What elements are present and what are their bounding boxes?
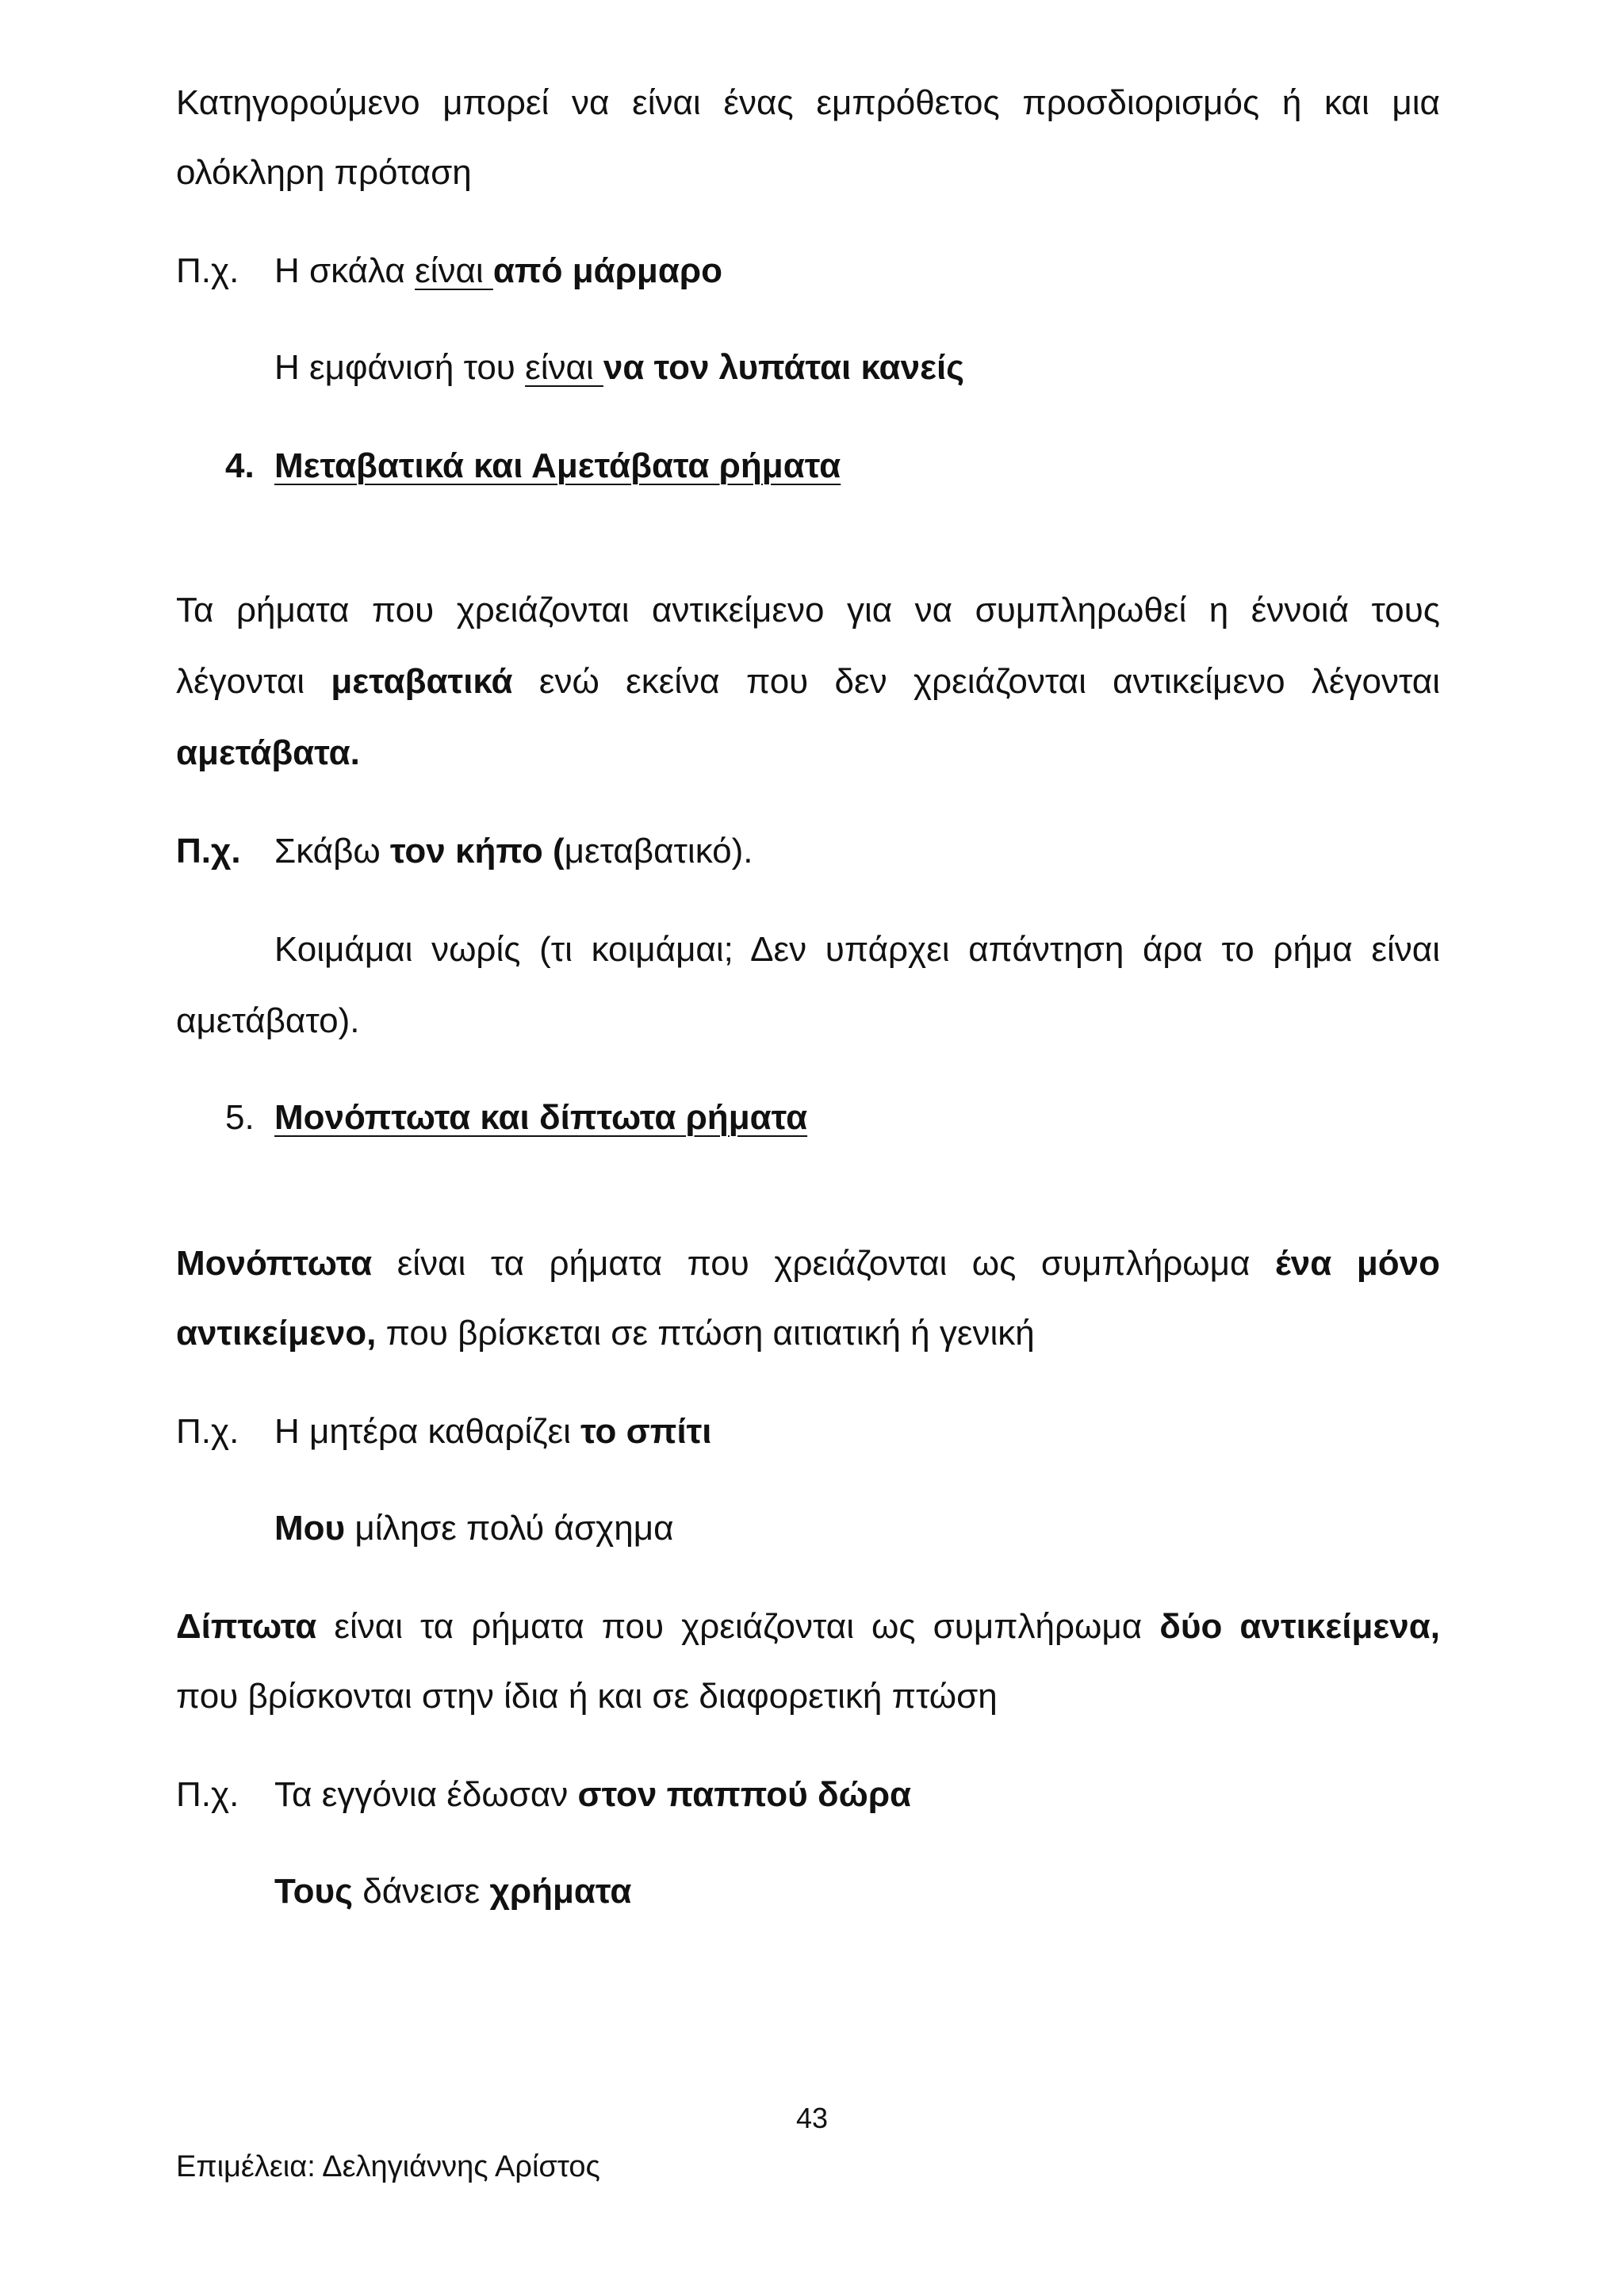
bold-term: ένα μόνο: [1274, 1244, 1441, 1283]
monoptota-example-1: [176, 1408, 1440, 1456]
editor-credit: Επιμέλεια: Δεληγιάννης Αρίστος: [176, 2150, 600, 2183]
example-label: Π.χ.: [176, 251, 239, 290]
underlined-verb: είναι: [525, 348, 603, 387]
bold-complement: από μάρμαρο: [492, 251, 722, 290]
bold-term: δύο αντικείμενα,: [1159, 1607, 1440, 1646]
intro-line-1: Κατηγορούμενο μπορεί να είναι ένας εμπρόθετος προσδιορισμός ή και μια: [176, 83, 1440, 122]
example-text: Η σκάλα: [274, 251, 416, 290]
example-text: Σκάβω: [274, 832, 390, 871]
section-4-paragraph-line-2: [176, 658, 1440, 706]
intro-line-2: ολόκληρη πρόταση: [176, 153, 472, 192]
bold-object: το σπίτι: [580, 1412, 712, 1451]
example-text: Η εμφάνισή του: [274, 348, 526, 387]
page-number: 43: [795, 2102, 829, 2134]
bold-term: Μονόπτωτα: [176, 1244, 373, 1283]
section-4-paragraph-line-1: Τα ρήματα που χρειάζονται αντικείμενο για να συμπληρωθεί η έννοιά τους: [176, 591, 1440, 629]
diptota-example-2: [274, 1868, 1538, 1915]
bold-term: αμετάβατα.: [176, 733, 360, 772]
example-text: Κοιμάμαι νωρίς (τι κοιμάμαι; Δεν υπάρχει απάντηση άρα το ρήμα είναι: [274, 930, 1440, 969]
paragraph-text: ενώ εκείνα που δεν χρειάζονται αντικείμενο λέγονται: [512, 662, 1440, 701]
example-1-line-b: [274, 344, 1538, 392]
paragraph-text: είναι τα ρήματα που χρειάζονται ως συμπλήρωμα: [316, 1607, 1160, 1646]
diptota-definition-line-2: που βρίσκονται στην ίδια ή και σε διαφορετική πτώση: [176, 1677, 998, 1716]
section-4-example-2-line-2: αμετάβατο).: [176, 1001, 360, 1040]
example-label: Π.χ.: [176, 1775, 239, 1814]
example-text: δάνεισε: [352, 1872, 490, 1911]
bold-term: αντικείμενο,: [176, 1314, 377, 1353]
section-number: 4.: [225, 446, 255, 485]
section-number: 5.: [225, 1098, 255, 1137]
bold-object: στον παππού δώρα: [577, 1775, 912, 1814]
bold-term: Δίπτωτα: [176, 1607, 317, 1646]
bold-object: Τους: [274, 1872, 353, 1911]
section-title: Μονόπτωτα και δίπτωτα ρήματα: [274, 1098, 808, 1137]
monoptota-example-2: [274, 1505, 1538, 1552]
example-text: Τα εγγόνια έδωσαν: [274, 1775, 578, 1814]
bold-object: χρήματα: [489, 1872, 632, 1911]
bold-object: Μου: [274, 1509, 346, 1548]
example-label: Π.χ.: [176, 1412, 239, 1451]
example-label: Π.χ.: [176, 832, 241, 871]
section-4-heading: [225, 442, 841, 490]
section-4-example-1: [176, 828, 1440, 875]
underlined-verb: είναι: [415, 251, 493, 290]
paragraph-text: λέγονται: [176, 662, 331, 701]
example-1-line-a: [176, 247, 1440, 295]
section-4-paragraph-line-3: [176, 729, 1440, 777]
bold-object: τον κήπο (: [390, 832, 565, 871]
example-text: μεταβατικό).: [564, 832, 753, 871]
bold-complement: να τον λυπάται κανείς: [603, 348, 965, 387]
section-5-heading: [225, 1094, 807, 1142]
bold-term: μεταβατικά: [331, 662, 513, 701]
monoptota-definition-line-1: [176, 1240, 1440, 1288]
monoptota-definition-line-2: [176, 1310, 1440, 1357]
example-text: μίλησε πολύ άσχημα: [345, 1509, 674, 1548]
diptota-example-1: [176, 1771, 1440, 1819]
diptota-definition-line-1: [176, 1603, 1440, 1651]
paragraph-text: είναι τα ρήματα που χρειάζονται ως συμπλήρωμα: [372, 1244, 1275, 1283]
paragraph-text: που βρίσκεται σε πτώση αιτιατική ή γενική: [376, 1314, 1035, 1353]
section-title: Μεταβατικά και Αμετάβατα ρήματα: [274, 446, 841, 485]
section-4-example-2-line-1: [274, 926, 1440, 974]
example-text: Η μητέρα καθαρίζει: [274, 1412, 581, 1451]
